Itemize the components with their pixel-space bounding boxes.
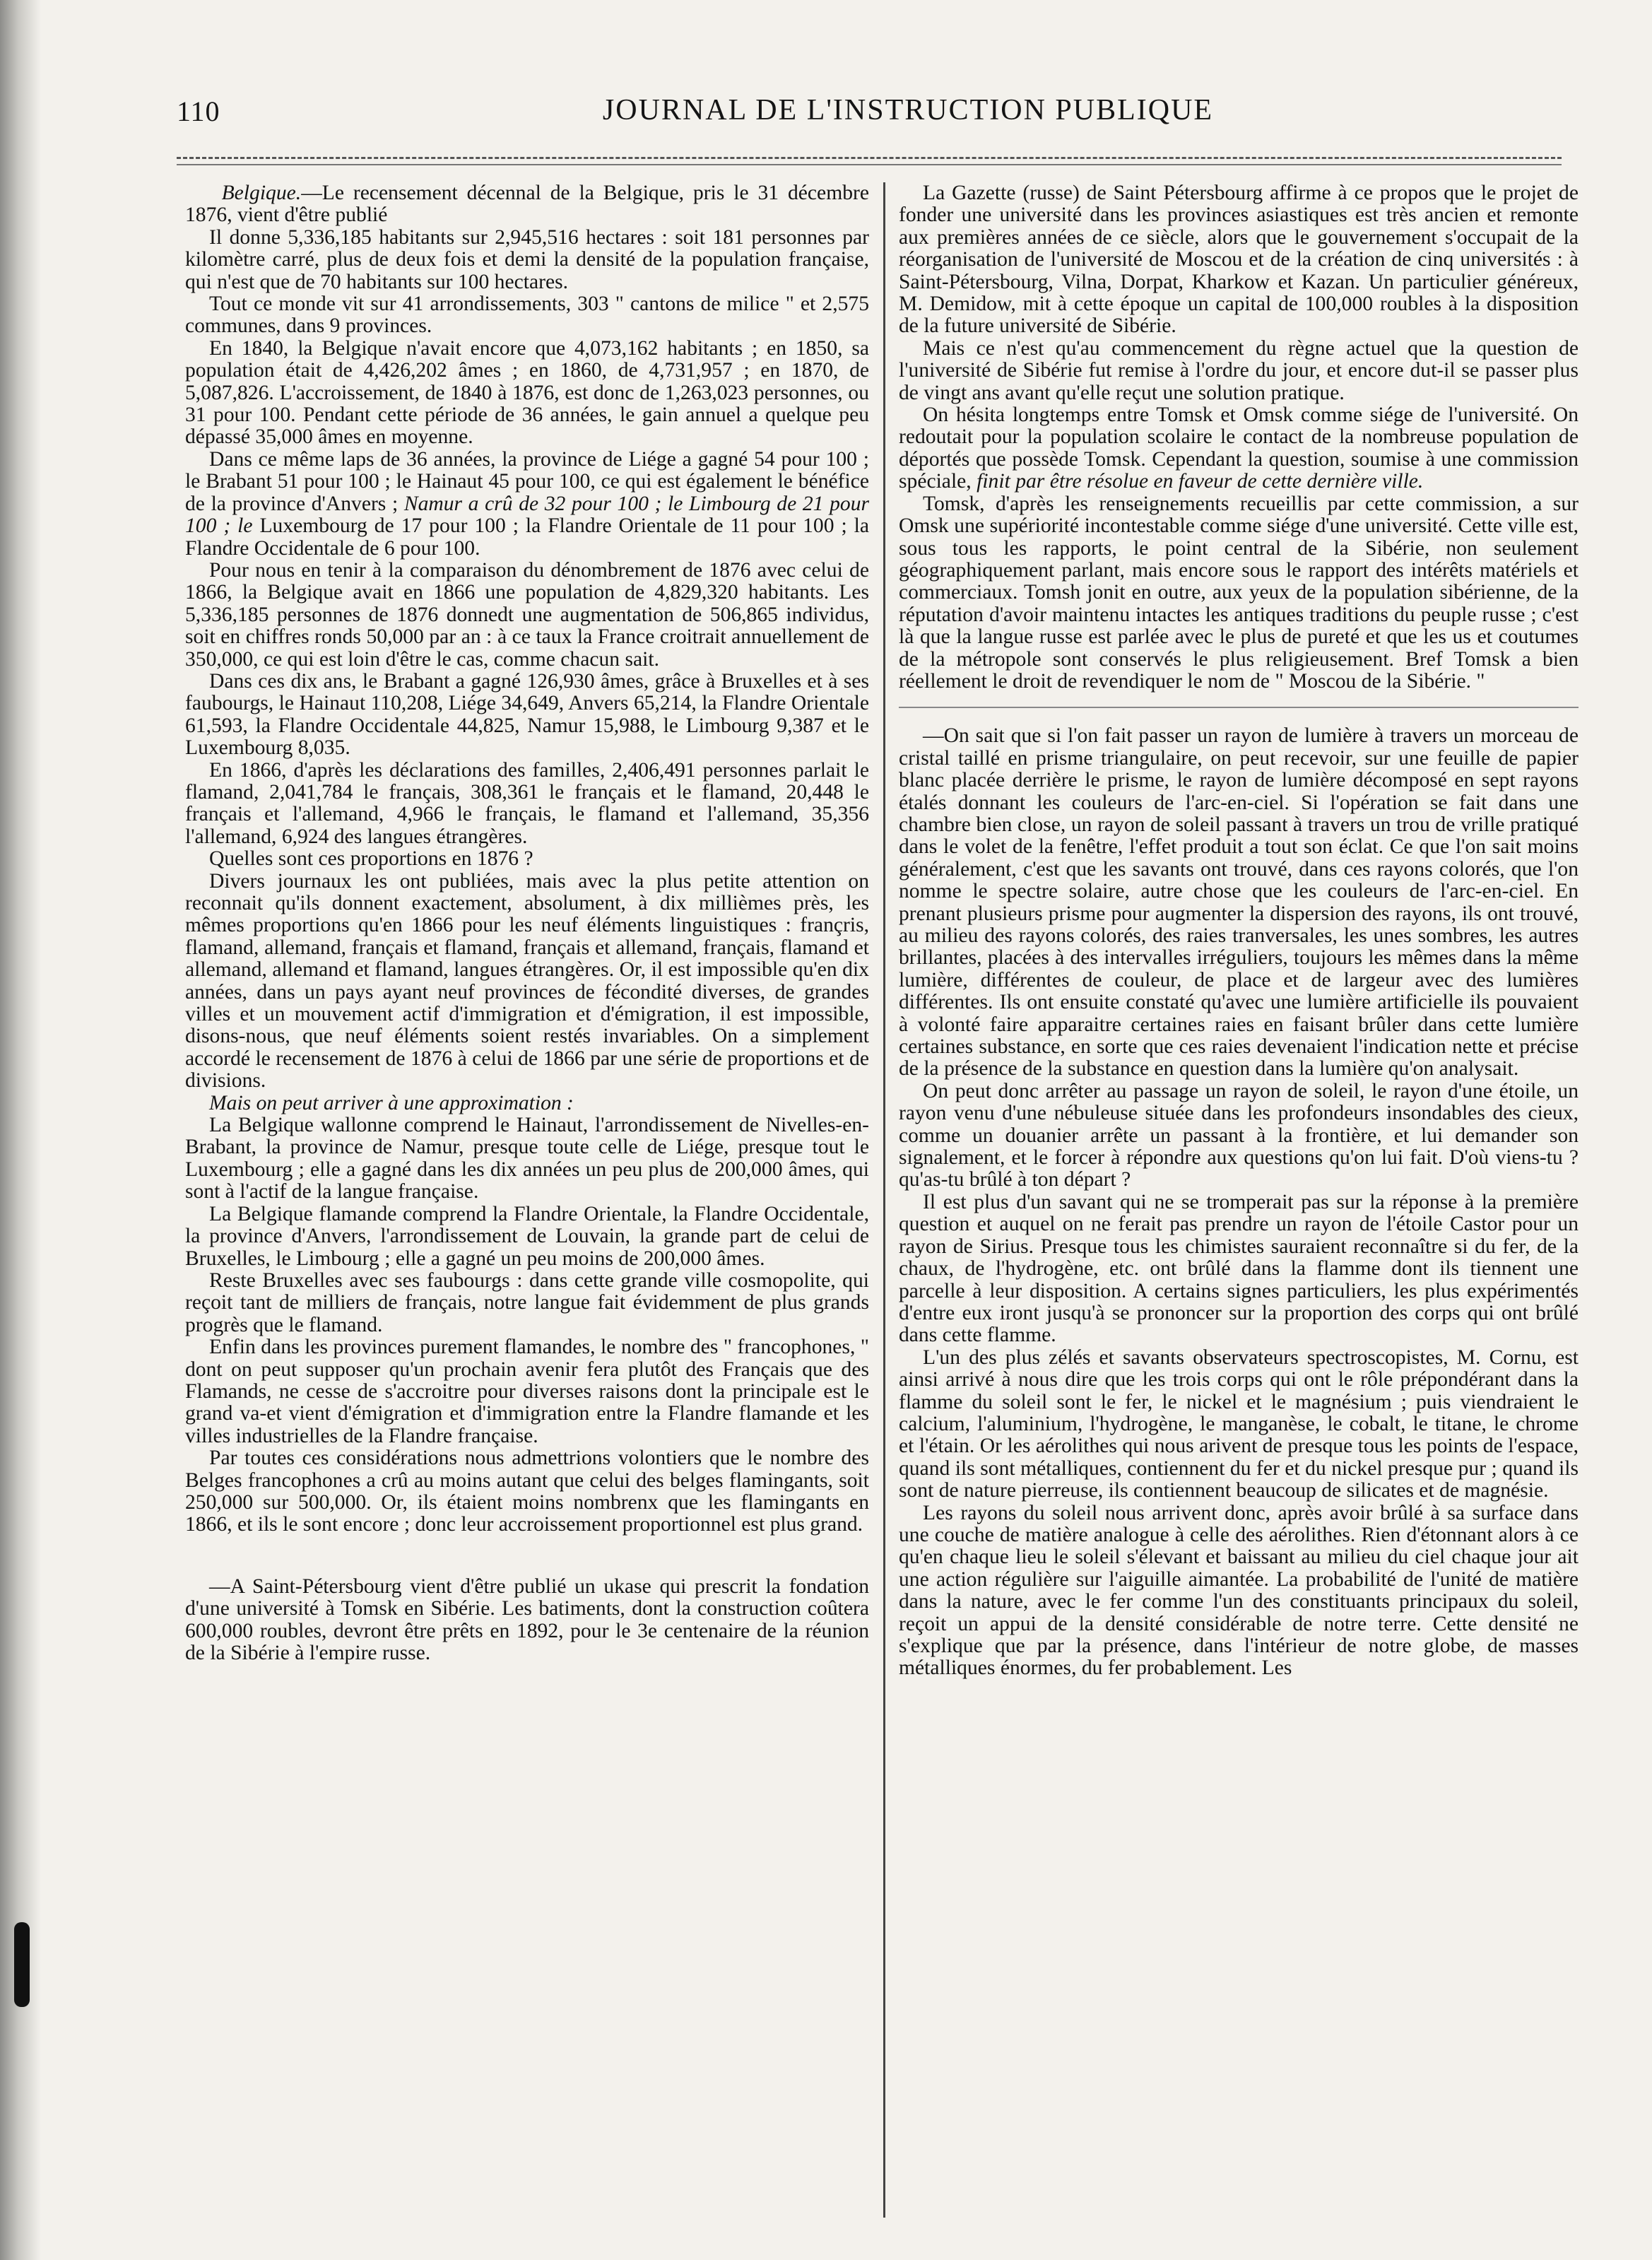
binding-edge (0, 0, 41, 2260)
paragraph: On peut donc arrêter au passage un rayon de soleil, le rayon d'une étoile, un rayon venu d'une nébuleuse située dans les profondeurs insondables des cieux, comme un douanier arrête un passant à la frontière, et lui demander son signalement, et le forcer à répondre aux questions qu'on lui fait. D'où viens-tu ? qu'as-tu brûlé à ton départ ? (899, 1079, 1579, 1191)
ink-blot (14, 1922, 30, 2007)
page-header (177, 90, 1562, 140)
paragraph: Les rayons du soleil nous arrivent donc, après avoir brûlé à sa surface dans une couche de matière analogue à celle des aérolithes. Rien d'étonnant alors à ce qu'en chaque lieu le soleil s'élevant et baissant au milieu du ciel chaque jour ait une action régulière sur l'aiguille aimantée. La probabilité de l'unité de matière dans la nature, avec le fer comme l'un des constituants principaux du soleil, reçoit un appui de la densité considérable de notre terre. Cette densité ne s'explique que par la présence, dans l'intérieur de notre globe, de masses métalliques énormes, du fer probablement. Les (899, 1501, 1579, 1680)
paragraph: La Gazette (russe) de Saint Pétersbourg affirme à ce propos que le projet de fonder une université dans les provinces asiastiques est très ancien et remonte aux premières années de ce siècle, alors que le gouvernement s'occupait de la réorganisation de l'université de Moscou et de la création de cinq universités : à Saint-Pétersbourg, Vilna, Dorpat, Kharkow et Kazan. Un particulier généreux, M. Demidow, mit à cette époque un capital de 100,000 roubles à la disposition de la future université de Sibérie. (899, 182, 1579, 338)
header-rule (177, 164, 1562, 165)
section-separator (899, 707, 1579, 708)
paragraph: L'un des plus zélés et savants observateurs spectroscopistes, M. Cornu, est ainsi arrivé à nous dire que les trois corps qui ont le rôle prépondérant dans la flamme du soleil sont le fer, le nickel et le magnésium ; puis viendraient le calcium, l'aluminium, l'hydrogène, le manganèse, le cobalt, le titane, le chrome et l'étain. Or les aérolithes qui nous arivent de presque tous les points de l'espace, quand ils sont métalliques, contiennent du fer et du nickel presque pur ; quand ils sont de nature pierreuse, ils contiennent beaucoup de silicates et de magnésie. (899, 1346, 1579, 1502)
paragraph: Pour nous en tenir à la comparaison du dénombrement de 1876 avec celui de 1866, la Belgique avait en 1866 une population de 4,829,320 habitants. Les 5,336,185 personnes de 1876 donnedt une augmentation de 506,865 individus, soit en chiffres ronds 50,000 par an : à ce taux la France croitrait annuellement de 350,000, ce qui est loin d'être le cas, comme chacun sait. (185, 558, 869, 671)
column-divider (883, 182, 885, 2218)
paragraph: En 1840, la Belgique n'avait encore que 4,073,162 habitants ; en 1850, sa population était de 4,426,202 âmes ; en 1860, de 4,731,957 ; en 1870, de 5,087,826. L'accroissement, de 1840 à 1876, est donc de 1,263,023 personnes, ou 31 pour 100. Pendant cette période de 36 années, le gain annuel a quelque peu dépassé 35,000 âmes en moyenne. (185, 336, 869, 449)
paragraph: Enfin dans les provinces purement flamandes, le nombre des " francophones, " dont on peut supposer qu'un prochain avenir fera plutôt des Français que des Flamands, ne cesse de s'accroitre pour diverses raisons dont la principale est le grand va-et vient d'émigration et d'immigration entre la Flandre flamande et les villes industrielles de la Flandre française. (185, 1336, 869, 1447)
left-column (185, 182, 869, 1664)
paragraph: La Belgique wallonne comprend le Hainaut, l'arrondissement de Nivelles-en-Brabant, la province de Namur, presque toute celle de Liége, presque tout le Luxembourg ; elle a gagné dans les dix années un peu plus de 200,000 âmes, qui sont à l'actif de la langue française. (185, 1114, 869, 1203)
paragraph: Dans ce même laps de 36 années, la province de Liége a gagné 54 pour 100 ; le Brabant 51 pour 100 ; le Hainaut 45 pour 100, ce qui est également le bénéfice de la province d'Anvers ; Namur a crû de 32 pour 100 ; le Limbourg de 21 pour 100 ; le Luxembourg de 17 pour 100 ; la Flandre Orientale de 11 pour 100 ; la Flandre Occidentale de 6 pour 100. (185, 447, 870, 560)
paragraph: Belgique.—Le recensement décennal de la Belgique, pris le 31 décembre 1876, vient d'être publié (185, 182, 869, 227)
paragraph: Tout ce monde vit sur 41 arrondissements, 303 " cantons de milice " et 2,575 communes, dans 9 provinces. (185, 293, 869, 338)
paragraph: Tomsk, d'après les renseignements recueillis par cette commission, a sur Omsk une supériorité incontestable comme siége d'une université. Cette ville est, sous tous les rapports, le point central de la Sibérie, non seulement géographiquement parlant, mais encore sous le rapport des intérêts matériels et commerciaux. Tomsh jonit en outre, aux yeux de la population sibérienne, de la réputation d'avoir maintenu intactes les antiques traditions du peuple russe ; c'est là que la langue russe est parlée avec le plus de pureté et que les us et coutumes de la métropole sont conservés le plus religieusement. Bref Tomsk a bien réellement le droit de revendiquer le nom de " Moscou de la Sibérie. " (899, 492, 1579, 693)
header-rule-dashed (177, 157, 1562, 159)
paragraph: Reste Bruxelles avec ses faubourgs : dans cette grande ville cosmopolite, qui reçoit tant de milliers de français, notre langue fait évidemment de plus grands progrès que le flamand. (185, 1269, 869, 1336)
paragraph: Il donne 5,336,185 habitants sur 2,945,516 hectares : soit 181 personnes par kilomètre carré, plus de deux fois et demi la densité de la population française, qui n'est que de 70 habitants sur 100 hectares. (185, 225, 869, 293)
paragraph: Par toutes ces considérations nous admettrions volontiers que le nombre des Belges francophones a crû au moins autant que celui des belges flamingants, soit 250,000 sur 500,000. Or, ils étaient moins nombrenx que les flamingants en 1866, et ils le sont encore ; donc leur accroissement proportionnel est plus grand. (185, 1447, 869, 1536)
section-label-belgique: Belgique. (221, 182, 302, 204)
paragraph: Il est plus d'un savant qui ne se tromperait pas sur la réponse à la première question et auquel on ne ferait pas prendre un rayon de l'étoile Castor pour un rayon de Sirius. Presque tous les chimistes sauraient reconnaître si du fer, de la chaux, de l'hydrogène, etc. ont brûlé dans la flamme dont ils tiennent une parcelle à leur disposition. A certains signes particuliers, les plus expérimentés d'entre eux iront jusqu'à se prononcer sur la proportion des corps qui ont brûlé dans cette flamme. (899, 1190, 1579, 1347)
right-column (899, 182, 1579, 1680)
paragraph-tomsk-ukase: —A Saint-Pétersbourg vient d'être publié un ukase qui prescrit la fondation d'une université à Tomsk en Sibérie. Les batiments, dont la construction coûtera 600,000 roubles, devront être prêts en 1892, pour le 3e centenaire de la réunion de la Sibérie à l'empire russe. (185, 1575, 869, 1664)
paragraph-spectrum: —On sait que si l'on fait passer un rayon de lumière à travers un morceau de cristal taillé en prisme triangulaire, on peut recevoir, sur une feuille de papier blanc placée derrière le prisme, le rayon de lumière décomposé en sept rayons étalés donnant les couleurs de l'arc-en-ciel. Si l'opération se fait dans une chambre bien close, un rayon de soleil passant à travers un trou de vrille pratiqué dans le volet de la fenêtre, l'effet produit a tout son éclat. Ce que l'on sait moins généralement, c'est que les savants ont trouvé, dans ces rayons colorés, que l'on nomme le spectre solaire, autre chose que les couleurs de l'arc-en-ciel. En prenant plusieurs prisme pour augmenter la dispersion des rayons, ils ont trouvé, au milieu des rayons colorés, des raies tranversales, les unes sombres, les autres brillantes, placées à des intervalles irréguliers, toujours les mêmes dans la même lumière, différentes de couleur, de place et de largeur avec des lumières différentes. Ils ont ensuite constaté qu'avec une lumière artificielle ils pouvaient à volonté faire apparaitre certaines raies en faisant brûler dans cette lumière certaines substance, en sorte que ces raies devenaient l'indication nette et précise de la présence de la substance en question dans la lumière qu'on analysait. (899, 724, 1579, 1081)
paragraph: En 1866, d'après les déclarations des familles, 2,406,491 personnes parlait le flamand, 2,041,784 le français, 308,361 le français et le flamand, 20,448 le français et l'allemand, 4,966 le français, le flamand et l'allemand, 35,356 l'allemand, 6,924 des langues étrangères. (185, 758, 869, 848)
paragraph: Quelles sont ces proportions en 1876 ? (209, 847, 533, 871)
journal-title: JOURNAL DE L'INSTRUCTION PUBLIQUE (602, 94, 1214, 126)
paragraph: Mais on peut arriver à une approximation : (209, 1091, 574, 1114)
paragraph: Dans ces dix ans, le Brabant a gagné 126,930 âmes, grâce à Bruxelles et à ses faubourgs, le Hainaut 110,208, Liége 34,649, Anvers 65,214, la Flandre Orientale 61,593, la Flandre Occidentale 44,825, Namur 15,988, le Limbourg 9,387 et le Luxembourg 8,035. (185, 669, 869, 760)
paragraph: Divers journaux les ont publiées, mais avec la plus petite attention on reconnait qu'ils donnent exactement, absolument, à dix millièmes près, les mêmes proportions qu'en 1866 pour les neuf éléments linguistiques : françris, flamand, allemand, français et flamand, français et allemand, français, flamand et allemand, allemand et flamand, langues étrangères. Or, il est impossible qu'en dix années, dans un pays ayant neuf provinces de fécondité diverses, de grandes villes et un mouvement actif d'immigration et d'émigration, il est impossible, disons-nous, que neuf éléments soient restés invariables. On a simplement accordé le recensement de 1876 à celui de 1866 par une série de proportions et de divisions. (185, 869, 869, 1093)
paragraph: Mais ce n'est qu'au commencement du règne actuel que la question de l'université de Sibérie fut remise à l'ordre du jour, et encore dut-il se passer plus de vingt ans avant qu'elle reçut une solution pratique. (899, 336, 1579, 404)
page-number: 110 (177, 95, 220, 127)
paragraph: On hésita longtemps entre Tomsk et Omsk comme siége de l'université. On redoutait pour la population scolaire le contact de la nombreuse population de déportés que possède Tomsk. Cependant la question, soumise à une commission spéciale, finit par être résolue en faveur de cette dernière ville. (899, 404, 1579, 493)
paragraph: La Belgique flamande comprend la Flandre Orientale, la Flandre Occidentale, la province d'Anvers, l'arrondissement de Louvain, la grande part de celui de Bruxelles, le Limbourg ; elle a gagné un peu moins de 200,000 âmes. (185, 1202, 869, 1270)
